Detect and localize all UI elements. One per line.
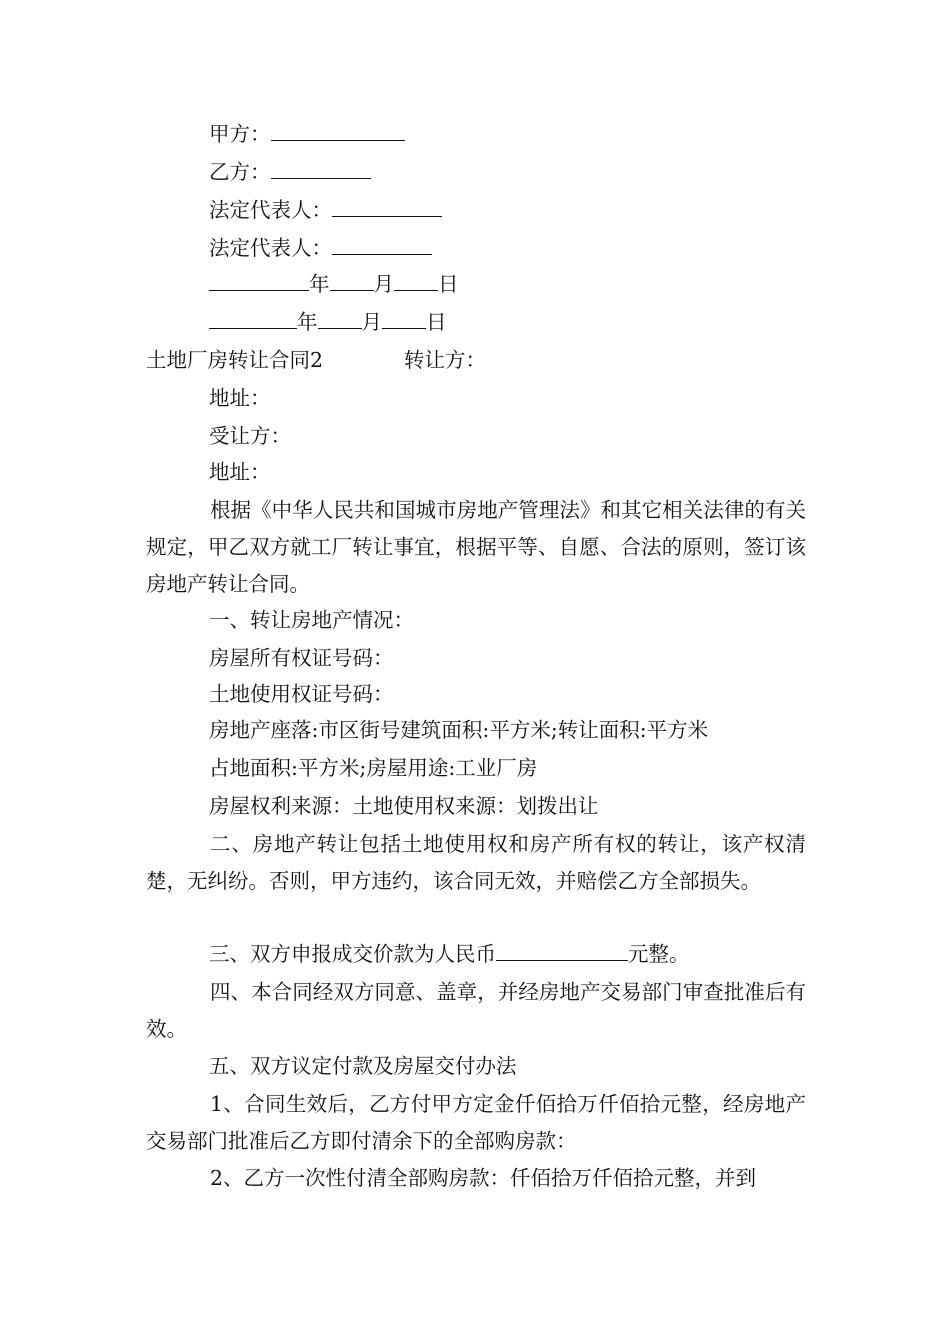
day-label: 日: [426, 310, 447, 334]
date-line-1: [209, 270, 459, 298]
party-b-line: [209, 158, 371, 186]
year-label: 年: [309, 272, 330, 296]
year-blank: [209, 308, 297, 329]
transferor-address: 地址：: [209, 386, 271, 410]
section2-paragraph: 二、房地产转让包括土地使用权和房产所有权的转让，该产权清楚，无纠纷。否则，甲方违约，该合同无效，并赔偿乙方全部损失。: [146, 832, 806, 893]
section4-paragraph: 四、本合同经双方同意、盖章，并经房地产交易部门审查批准后有效。: [146, 980, 806, 1041]
section3-suffix: 元整。: [628, 942, 690, 966]
contract-title-line: [146, 346, 323, 374]
legal-rep-label-2: 法定代表人：: [209, 236, 332, 260]
house-cert-number: 房屋所有权证号码：: [209, 646, 394, 670]
land-area: 占地面积:平方米;房屋用途:工业厂房: [209, 756, 538, 780]
year-blank: [209, 270, 309, 291]
party-a-blank: [271, 120, 405, 141]
intro-paragraph: 根据《中华人民共和国城市房地产管理法》和其它相关法律的有关规定，甲乙双方就工厂转让事宜，根据平等、自愿、合法的原则，签订该房地产转让合同。: [146, 498, 806, 596]
price-blank: [496, 940, 628, 961]
transferor-label: 转让方：: [404, 348, 486, 372]
section1-title: 一、转让房地产情况：: [209, 608, 414, 632]
property-location: 房地产座落:市区街号建筑面积:平方米;转让面积:平方米: [209, 718, 709, 742]
land-cert-number: 土地使用权证号码：: [209, 682, 394, 706]
party-a-line: [209, 120, 405, 148]
section3-line: [209, 940, 690, 968]
section5-title: 五、双方议定付款及房屋交付办法: [209, 1054, 517, 1078]
month-label: 月: [361, 310, 382, 334]
transferee-address: 地址：: [209, 460, 271, 484]
legal-rep-line-1: [209, 196, 442, 224]
item2-paragraph: 2、乙方一次性付清全部购房款：仟佰拾万仟佰拾元整，并到: [210, 1166, 757, 1190]
transferor-line: [404, 346, 486, 374]
day-blank: [382, 308, 426, 329]
day-label: 日: [438, 272, 459, 296]
party-b-blank: [271, 158, 371, 179]
contract-title: 土地厂房转让合同2: [146, 348, 324, 372]
month-label: 月: [373, 272, 394, 296]
legal-rep-line-2: [209, 234, 432, 262]
month-blank: [330, 270, 374, 291]
item1-paragraph: 1、合同生效后，乙方付甲方定金仟佰拾万仟佰拾元整，经房地产交易部门批准后乙方即付清余下的全部购房款：: [146, 1092, 806, 1153]
party-b-label: 乙方：: [209, 160, 271, 184]
section3-prefix: 三、双方申报成交价款为人民币: [209, 942, 496, 966]
date-line-2: [209, 308, 447, 336]
party-a-label: 甲方：: [209, 122, 271, 146]
legal-rep-label-1: 法定代表人：: [209, 198, 332, 222]
rights-source: 房屋权利来源：土地使用权来源：划拨出让: [209, 794, 599, 818]
day-blank: [394, 270, 438, 291]
month-blank: [318, 308, 362, 329]
year-label: 年: [297, 310, 318, 334]
transferee-label: 受让方：: [209, 424, 291, 448]
legal-rep-blank-2: [332, 234, 432, 255]
legal-rep-blank-1: [332, 196, 442, 217]
